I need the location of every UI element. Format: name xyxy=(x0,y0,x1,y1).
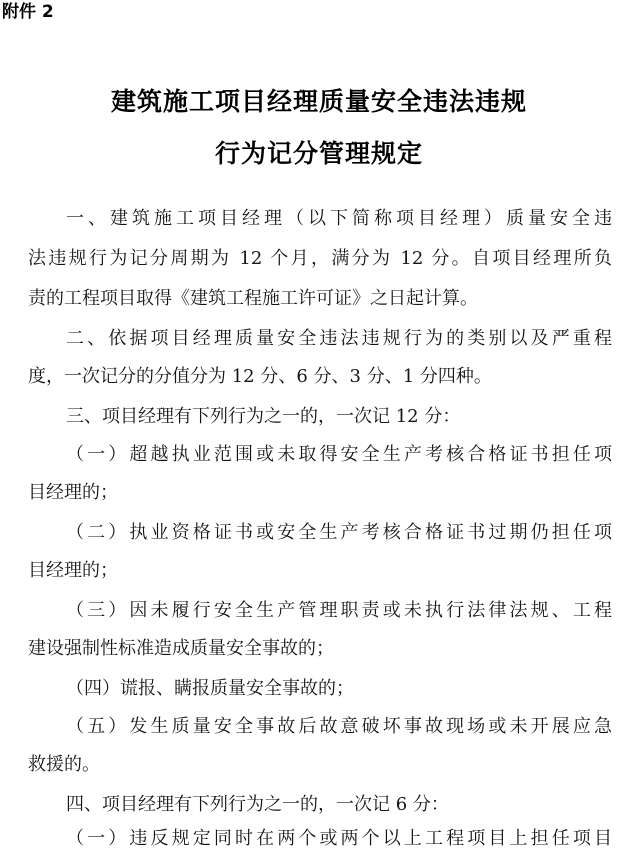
item-3-1-line-2: 目经理的； xyxy=(28,482,118,503)
attachment-label: 附件 2 xyxy=(2,2,54,22)
document-title-line-2: 行为记分管理规定 xyxy=(214,139,423,168)
paragraph-1-line-1: 一、建筑施工项目经理（以下简称项目经理）质量安全违 xyxy=(66,208,612,229)
paragraph-4-heading: 四、项目经理有下列行为之一的，一次记 6 分： xyxy=(66,794,449,815)
item-3-2-line-1: （二）执业资格证书或安全生产考核合格证书过期仍担任项 xyxy=(66,522,612,543)
item-3-5-line-1: （五）发生质量安全事故后故意破坏事故现场或未开展应急 xyxy=(66,716,612,737)
paragraph-2-line-1: 二、依据项目经理质量安全违法违规行为的类别以及严重程 xyxy=(66,328,612,349)
paragraph-3-heading: 三、项目经理有下列行为之一的，一次记 12 分： xyxy=(66,406,461,427)
item-3-3-line-1: （三）因未履行安全生产管理职责或未执行法律法规、工程 xyxy=(66,600,612,621)
paragraph-2-line-2: 度，一次记分的分值分为 12 分、6 分、3 分、1 分四种。 xyxy=(28,366,492,387)
item-3-4-line-1: （四）谎报、瞒报质量安全事故的； xyxy=(66,678,354,699)
item-3-2-line-2: 目经理的； xyxy=(28,560,118,581)
item-3-3-line-2: 建设强制性标准造成质量安全事故的； xyxy=(28,638,334,659)
item-3-1-line-1: （一）超越执业范围或未取得安全生产考核合格证书担任项 xyxy=(66,444,612,465)
item-3-5-line-2: 救援的。 xyxy=(28,754,100,775)
document-title-line-1: 建筑施工项目经理质量安全违法违规 xyxy=(110,87,527,116)
paragraph-1-line-2: 法违规行为记分周期为 12 个月，满分为 12 分。自项目经理所负 xyxy=(28,248,612,269)
item-4-1-line-1: （一）违反规定同时在两个或两个以上工程项目上担任项目 xyxy=(66,828,612,849)
paragraph-1-line-3: 责的工程项目取得《建筑工程施工许可证》之日起计算。 xyxy=(28,288,478,309)
